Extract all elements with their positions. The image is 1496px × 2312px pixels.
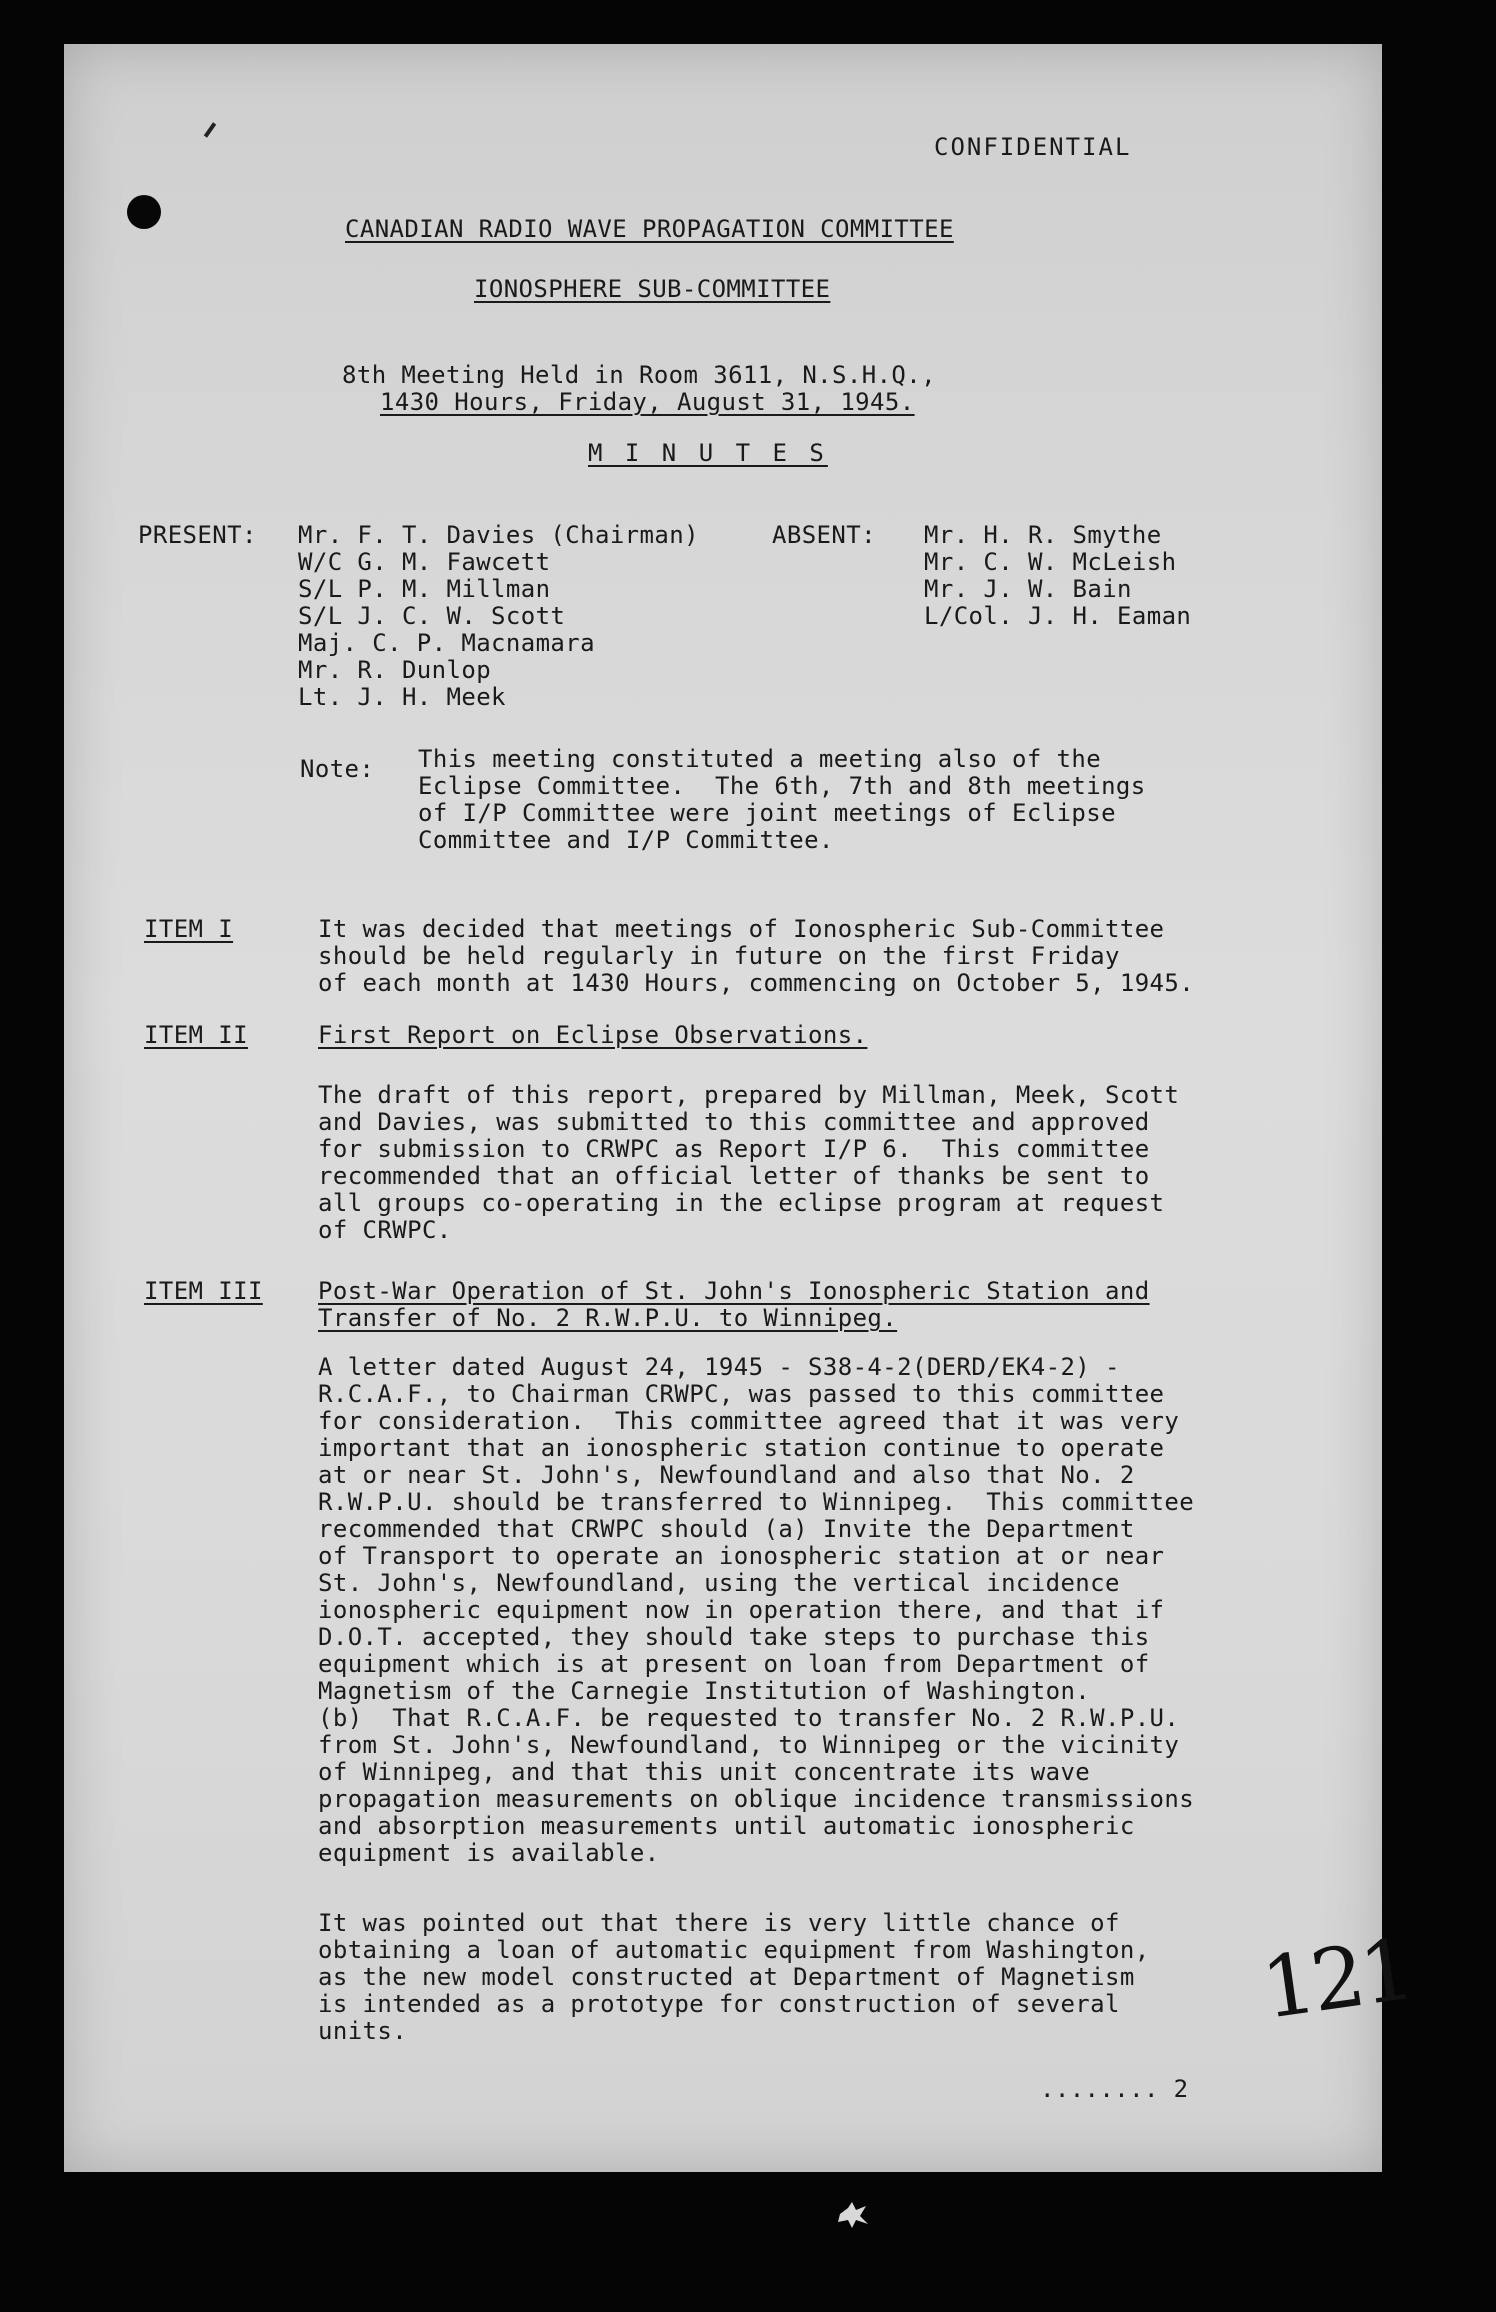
item-3-p2-line: as the new model constructed at Department of Magnetism xyxy=(318,1963,1135,1991)
committee-title: CANADIAN RADIO WAVE PROPAGATION COMMITTEE xyxy=(345,215,954,243)
absent-label: ABSENT: xyxy=(772,521,876,549)
present-member: Lt. J. H. Meek xyxy=(298,683,506,711)
item-3-line: important that an ionospheric station continue to operate xyxy=(318,1434,1165,1462)
item-3-line: of Winnipeg, and that this unit concentrate its wave xyxy=(318,1758,1091,1786)
confidential-stamp: CONFIDENTIAL xyxy=(934,133,1132,161)
item-3-line: for consideration. This committee agreed that it was very xyxy=(318,1407,1180,1435)
item-3-line: (b) That R.C.A.F. be requested to transfer No. 2 R.W.P.U. xyxy=(318,1704,1180,1732)
item-3-p2-line: obtaining a loan of automatic equipment from Washington, xyxy=(318,1936,1150,1964)
item-3-title-1: Post-War Operation of St. John's Ionospheric Station and xyxy=(318,1277,1150,1305)
absent-member: Mr. H. R. Smythe xyxy=(924,521,1162,549)
item-3-p2-line: units. xyxy=(318,2017,408,2045)
punch-hole xyxy=(127,195,161,229)
item-3-line: at or near St. John's, Newfoundland and also that No. 2 xyxy=(318,1461,1135,1489)
absent-member: L/Col. J. H. Eaman xyxy=(924,602,1192,630)
item-3-line: from St. John's, Newfoundland, to Winnipeg or the vicinity xyxy=(318,1731,1180,1759)
meeting-line-2: 1430 Hours, Friday, August 31, 1945. xyxy=(380,388,915,416)
item-1-line: should be held regularly in future on the first Friday xyxy=(318,942,1120,970)
item-3-p2-line: is intended as a prototype for construction of several xyxy=(318,1990,1120,2018)
present-member: Maj. C. P. Macnamara xyxy=(298,629,595,657)
continuation-marker: ........ 2 xyxy=(1040,2075,1189,2103)
item-3-line: Magnetism of the Carnegie Institution of Washington. xyxy=(318,1677,1091,1705)
item-2-line: all groups co-operating in the eclipse program at request xyxy=(318,1189,1165,1217)
item-3-line: recommended that CRWPC should (a) Invite the Department xyxy=(318,1515,1135,1543)
handwritten-page-number: 121 xyxy=(1255,1920,1417,2038)
item-3-line: A letter dated August 24, 1945 - S38-4-2(DERD/EK4-2) - xyxy=(318,1353,1120,1381)
item-2-title: First Report on Eclipse Observations. xyxy=(318,1021,868,1049)
item-3-line: equipment is available. xyxy=(318,1839,660,1867)
absent-member: Mr. J. W. Bain xyxy=(924,575,1132,603)
item-3-line: propagation measurements on oblique incidence transmissions xyxy=(318,1785,1195,1813)
note-line: of I/P Committee were joint meetings of Eclipse xyxy=(418,799,1116,827)
note-label: Note: xyxy=(300,755,375,783)
note-line: Committee and I/P Committee. xyxy=(418,826,834,854)
item-3-line: and absorption measurements until automatic ionospheric xyxy=(318,1812,1135,1840)
item-1-label: ITEM I xyxy=(144,915,234,943)
item-2-line: for submission to CRWPC as Report I/P 6. This committee xyxy=(318,1135,1150,1163)
item-3-line: equipment which is at present on loan from Department of xyxy=(318,1650,1150,1678)
subcommittee-title: IONOSPHERE SUB-COMMITTEE xyxy=(474,275,831,303)
present-member: Mr. F. T. Davies (Chairman) xyxy=(298,521,699,549)
item-3-line: ionospheric equipment now in operation there, and that if xyxy=(318,1596,1165,1624)
item-1-line: It was decided that meetings of Ionospheric Sub-Committee xyxy=(318,915,1165,943)
item-2-line: The draft of this report, prepared by Millman, Meek, Scott xyxy=(318,1081,1180,1109)
item-1-line: of each month at 1430 Hours, commencing on October 5, 1945. xyxy=(318,969,1195,997)
item-3-line: R.W.P.U. should be transferred to Winnipeg. This committee xyxy=(318,1488,1195,1516)
present-member: S/L J. C. W. Scott xyxy=(298,602,566,630)
item-2-label: ITEM II xyxy=(144,1021,248,1049)
item-3-label: ITEM III xyxy=(144,1277,263,1305)
item-2-line: and Davies, was submitted to this committee and approved xyxy=(318,1108,1150,1136)
item-3-p2-line: It was pointed out that there is very little chance of xyxy=(318,1909,1120,1937)
item-2-line: recommended that an official letter of thanks be sent to xyxy=(318,1162,1150,1190)
present-label: PRESENT: xyxy=(138,521,257,549)
item-3-line: R.C.A.F., to Chairman CRWPC, was passed to this committee xyxy=(318,1380,1165,1408)
note-line: This meeting constituted a meeting also of the xyxy=(418,745,1102,773)
item-3-line: of Transport to operate an ionospheric station at or near xyxy=(318,1542,1165,1570)
film-blemish xyxy=(836,2200,870,2230)
present-member: W/C G. M. Fawcett xyxy=(298,548,551,576)
document-page xyxy=(64,44,1382,2172)
item-3-line: St. John's, Newfoundland, using the vertical incidence xyxy=(318,1569,1120,1597)
present-member: S/L P. M. Millman xyxy=(298,575,551,603)
item-2-line: of CRWPC. xyxy=(318,1216,452,1244)
absent-member: Mr. C. W. McLeish xyxy=(924,548,1177,576)
item-3-title-2: Transfer of No. 2 R.W.P.U. to Winnipeg. xyxy=(318,1304,898,1332)
item-3-line: D.O.T. accepted, they should take steps to purchase this xyxy=(318,1623,1150,1651)
meeting-line-1: 8th Meeting Held in Room 3611, N.S.H.Q., xyxy=(342,361,936,389)
minutes-heading: M I N U T E S xyxy=(588,439,828,467)
note-line: Eclipse Committee. The 6th, 7th and 8th meetings xyxy=(418,772,1146,800)
present-member: Mr. R. Dunlop xyxy=(298,656,492,684)
